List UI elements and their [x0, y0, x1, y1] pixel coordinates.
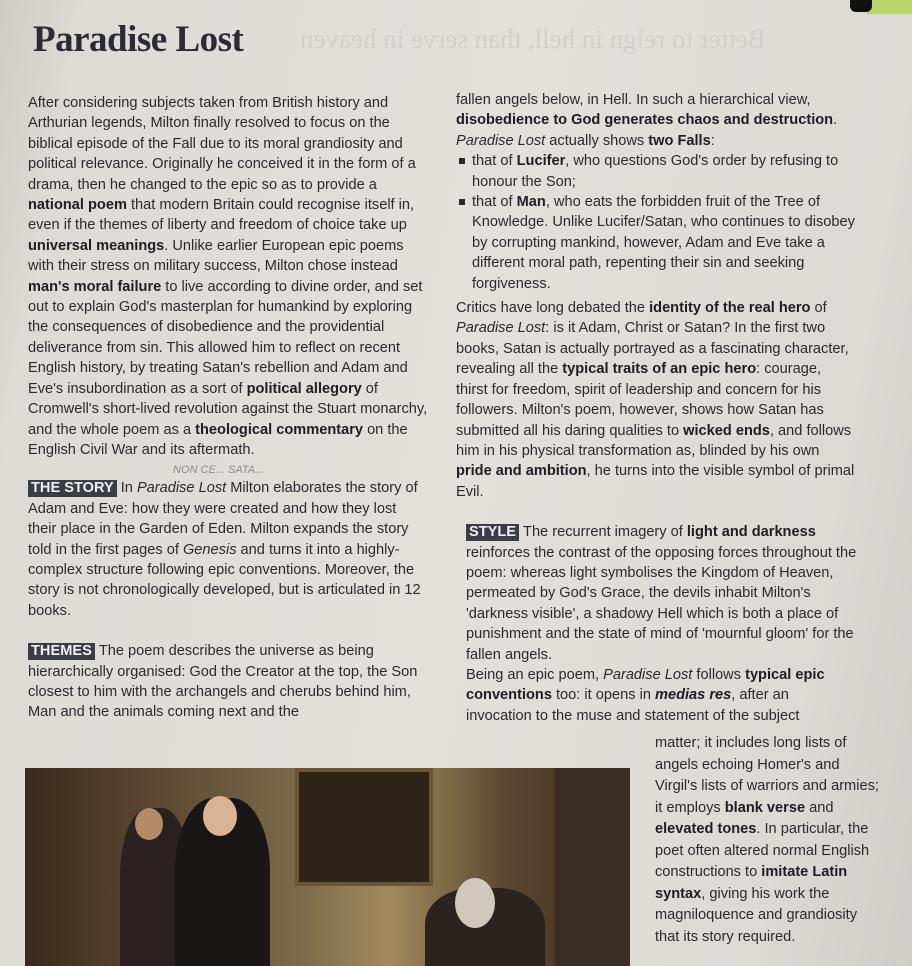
- body-text: . Unlike earlier European epic poems with their stress on military success, Milton chose instead: [28, 237, 404, 275]
- body-text: , giving his work the magniloquence and grandiosity that its story required.: [655, 885, 858, 945]
- emphasis-text: Paradise Lost: [136, 480, 227, 497]
- body-text: follows: [692, 666, 746, 683]
- body-text: :: [710, 132, 715, 149]
- body-text: of Cromwell's short-lived revolution against the Stuart monarchy, and the whole poem as a: [28, 380, 428, 438]
- body-text: : courage, thirst for freedom, spirit of leadership and concern for his followers. Milton's poem, however, shows how Satan has submitted all his daring qualities to: [456, 361, 824, 439]
- fall-man: [472, 192, 861, 294]
- body-text: , and follows him in his physical transformation as, blinded by his own: [456, 422, 852, 459]
- body-text: and: [805, 799, 834, 816]
- body-text: The recurrent imagery of: [523, 524, 687, 541]
- emphasis-text: Genesis: [182, 541, 237, 558]
- emphasis-text: universal meanings: [28, 237, 165, 254]
- body-text: too: it opens in: [551, 687, 655, 704]
- intro-paragraph: [28, 93, 428, 460]
- body-text: , who eats the forbidden fruit of the Tree of Knowledge. Unlike Lucifer/Satan, who continues to disobey by corrupting mankind, however, Adam and Eve take a different moral path, repenting their sin and seeking forgiveness.: [472, 194, 855, 292]
- body-text: . In particular, the poet often altered normal English constructions to: [655, 821, 870, 880]
- hierarchy-paragraph: [456, 90, 861, 131]
- body-text: : is it Adam, Christ or Satan? In the first two books, Satan is actually portrayed as a fascinating character, revealing all the: [456, 320, 849, 378]
- right-column: [456, 90, 861, 726]
- falls-intro: [456, 131, 861, 151]
- body-text: After considering subjects taken from British history and Arthurian legends, Milton finally resolved to focus on the biblical episode of the Fall due to its moral grandiosity and political relevance. Originally he conceived it in the form of a drama, then he changed to the epic so as to provide a: [28, 95, 416, 193]
- body-text: to live according to divine order, and set out to explain God's masterplan for humankind by exploring the consequences of disobedience and the providential deliverance from sin. This allowed him to reflect on recent English history, by treating Satan's rebellion and Adam and Eve's insubordination as a sort of: [28, 278, 423, 397]
- body-text: , who questions God's order by refusing to honour the Son;: [472, 153, 839, 190]
- body-text: .: [833, 112, 838, 129]
- body-text: Milton elaborates the story of Adam and Eve: how they were created and how they lost their place in the Garden of Eden. Milton expands the story told in the first pages of: [28, 480, 418, 558]
- epic-paragraph-continued: [655, 733, 885, 948]
- emphasis-text: national poem: [28, 197, 127, 214]
- handwritten-note: NON CE... SATA...: [173, 464, 265, 477]
- emphasis-text: disobedience to God generates chaos and destruction: [456, 112, 834, 129]
- emphasis-text: wicked ends: [683, 422, 770, 439]
- page-tab-marker: [867, 0, 912, 14]
- epic-paragraph: [456, 665, 856, 726]
- body-text: that of: [472, 153, 517, 170]
- emphasis-text: blank verse: [724, 799, 806, 816]
- section-label: THE STORY: [28, 480, 117, 497]
- story-paragraph: [28, 478, 428, 621]
- emphasis-text: political allegory: [246, 380, 362, 397]
- emphasis-text: elevated tones: [655, 821, 757, 837]
- style-paragraph: [456, 522, 861, 665]
- emphasis-text: medias res: [655, 687, 732, 704]
- painting-illustration: [25, 768, 630, 966]
- emphasis-text: Man: [516, 194, 546, 211]
- body-text: , after an invocation to the muse and statement of the subject: [466, 687, 800, 724]
- body-text: In: [120, 480, 137, 497]
- body-text: The poem describes the universe as being hierarchically organised: God the Creator at the top, the Son closest to him with the archangels and cherubs behind him, Man and the animals coming next and the: [28, 643, 418, 721]
- body-text: reinforces the contrast of the opposing forces throughout the poem: whereas light symbolises the Kingdom of Heaven, permeated by God's Grace, the devils inhabit Milton's 'darkness visible', a shadowy Hell which is both a place of punishment and the state of mind of 'mournful gloom' for the fallen angels.: [466, 544, 857, 663]
- emphasis-text: Paradise Lost: [456, 132, 546, 149]
- emphasis-text: theological commentary: [195, 421, 364, 438]
- emphasis-text: Paradise Lost: [456, 320, 546, 337]
- emphasis-text: typical traits of an epic hero: [562, 361, 757, 378]
- face: [455, 878, 495, 928]
- body-text: of: [810, 300, 827, 317]
- body-text: Being an epic poem,: [466, 666, 604, 683]
- emphasis-text: Lucifer: [516, 153, 566, 170]
- body-text: on the English Civil War and its aftermath.: [28, 421, 408, 458]
- body-text: that of: [472, 194, 517, 211]
- critics-paragraph: [456, 298, 856, 502]
- face: [203, 796, 237, 836]
- section-label: STYLE: [466, 524, 519, 541]
- emphasis-text: imitate Latin syntax: [655, 864, 848, 902]
- body-text: Critics have long debated the: [456, 300, 650, 317]
- emphasis-text: identity of the real hero: [649, 300, 811, 317]
- body-text: actually shows: [545, 132, 649, 149]
- emphasis-text: man's moral failure: [28, 278, 162, 295]
- window-frame: [295, 768, 433, 886]
- body-text: that modern Britain could recognise itself in, even if the themes of liberty and freedom of choice take up: [28, 197, 415, 234]
- bleed-through-text: Better to reign in hell, than serve in heaven: [300, 24, 766, 54]
- themes-paragraph: [28, 641, 428, 723]
- curtain: [555, 768, 630, 966]
- body-text: , he turns into the visible symbol of primal Evil.: [456, 463, 855, 500]
- emphasis-text: typical epic conventions: [466, 666, 825, 704]
- face: [135, 808, 163, 840]
- binder-clip: [850, 0, 872, 12]
- section-label: THEMES: [28, 643, 95, 660]
- emphasis-text: pride and ambition: [456, 463, 587, 480]
- emphasis-text: two Falls: [648, 132, 711, 149]
- fall-lucifer: [472, 151, 861, 192]
- emphasis-text: Paradise Lost: [603, 666, 693, 683]
- body-text: fallen angels below, in Hell. In such a hierarchical view,: [456, 92, 811, 108]
- body-text: matter; it includes long lists of angels echoing Homer's and Virgil's lists of warriors and armies; it employs: [655, 735, 879, 816]
- falls-list: [456, 151, 861, 294]
- page-title: Paradise Lost: [33, 19, 244, 60]
- emphasis-text: light and darkness: [686, 524, 816, 541]
- body-text: and turns it into a highly-complex structure following epic conventions. Moreover, the story is not chronologically developed, but is articulated in 12 books.: [28, 541, 421, 619]
- left-column: [28, 93, 428, 723]
